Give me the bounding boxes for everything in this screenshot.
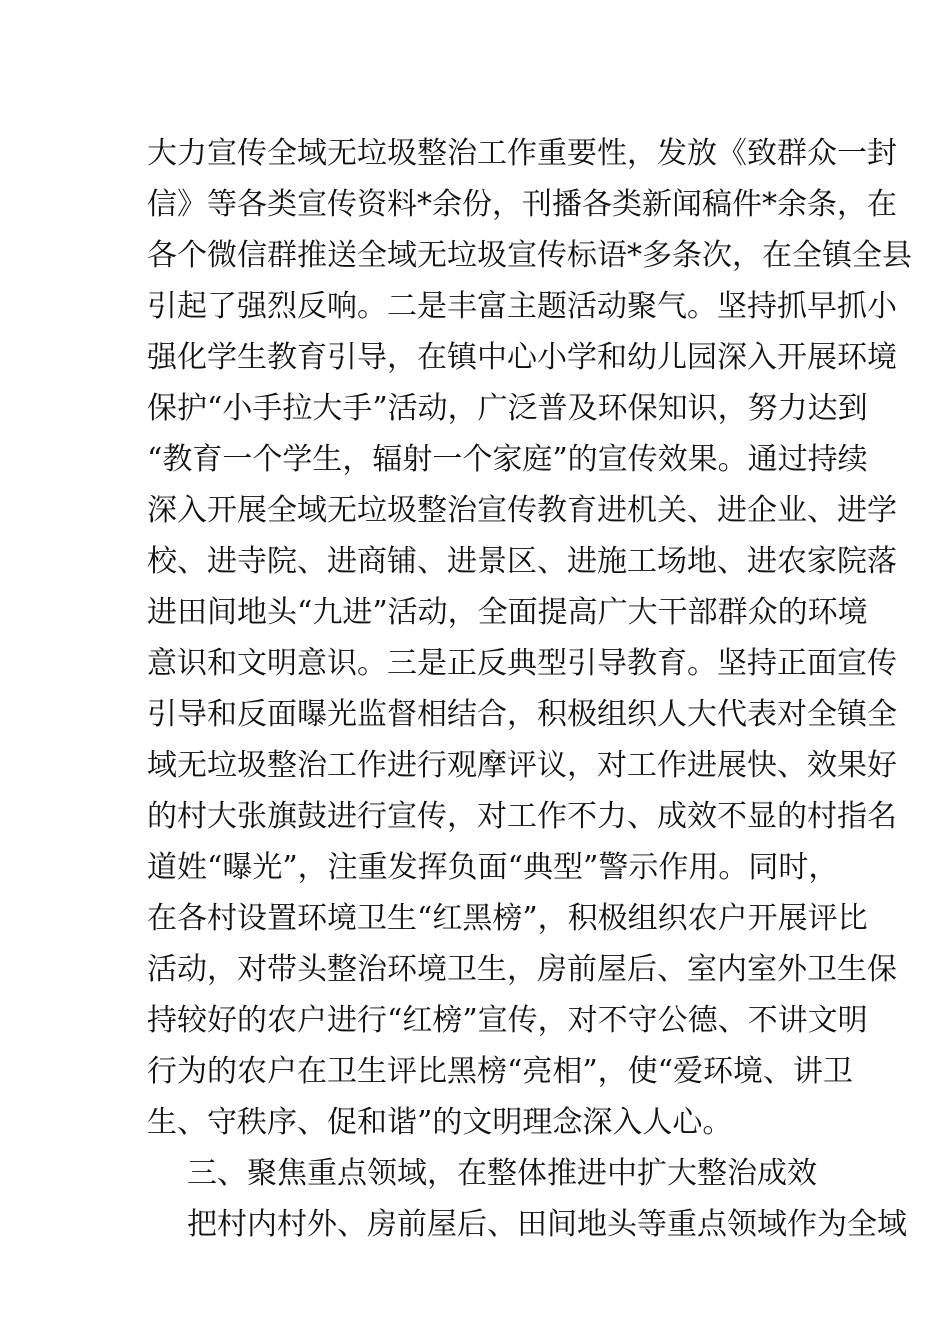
- body-line: 强化学生教育引导，在镇中心小学和幼儿园深入开展环境: [147, 340, 897, 375]
- body-line: 的村大张旗鼓进行宣传，对工作不力、成效不显的村指名: [147, 799, 897, 834]
- body-line: 各个微信群推送全域无垃圾宣传标语*多条次，在全镇全县: [147, 238, 912, 273]
- body-line: 信》等各类宣传资料*余份，刊播各类新闻稿件*余条，在: [147, 187, 897, 222]
- body-line: 域无垃圾整治工作进行观摩评议，对工作进展快、效果好: [147, 748, 897, 783]
- section-heading: 三、聚焦重点领域，在整体推进中扩大整治成效: [187, 1156, 817, 1191]
- body-line: 在各村设置环境卫生“红黑榜”，积极组织农户开展评比: [147, 901, 868, 936]
- body-line: 生、守秩序、促和谐”的文明理念深入人心。: [147, 1105, 733, 1140]
- body-line: 深入开展全域无垃圾整治宣传教育进机关、进企业、进学: [147, 493, 897, 528]
- body-line: 道姓“曝光”，注重发挥负面“典型”警示作用。同时，: [147, 850, 839, 885]
- body-line: 活动，对带头整治环境卫生，房前屋后、室内室外卫生保: [147, 952, 897, 987]
- body-line: 保护“小手拉大手”活动，广泛普及环保知识，努力达到: [147, 391, 868, 426]
- body-line: 持较好的农户进行“红榜”宣传，对不守公德、不讲文明: [147, 1003, 868, 1038]
- body-line: 引起了强烈反响。二是丰富主题活动聚气。坚持抓早抓小: [147, 289, 897, 324]
- body-line: 进田间地头“九进”活动，全面提高广大干部群众的环境: [147, 595, 868, 630]
- body-line: 引导和反面曝光监督相结合，积极组织人大代表对全镇全: [147, 697, 897, 732]
- paragraph-start-line: 把村内村外、房前屋后、田间地头等重点领域作为全域: [187, 1207, 907, 1242]
- body-line: 行为的农户在卫生评比黑榜“亮相”，使“爱环境、讲卫: [147, 1054, 854, 1089]
- document-text: [147, 128, 912, 1250]
- body-line: 意识和文明意识。三是正反典型引导教育。坚持正面宣传: [147, 646, 897, 681]
- body-line: “教育一个学生，辐射一个家庭”的宣传效果。通过持续: [147, 442, 868, 477]
- body-line: 大力宣传全域无垃圾整治工作重要性，发放《致群众一封: [147, 136, 897, 171]
- body-line: 校、进寺院、进商铺、进景区、进施工场地、进农家院落: [147, 544, 897, 579]
